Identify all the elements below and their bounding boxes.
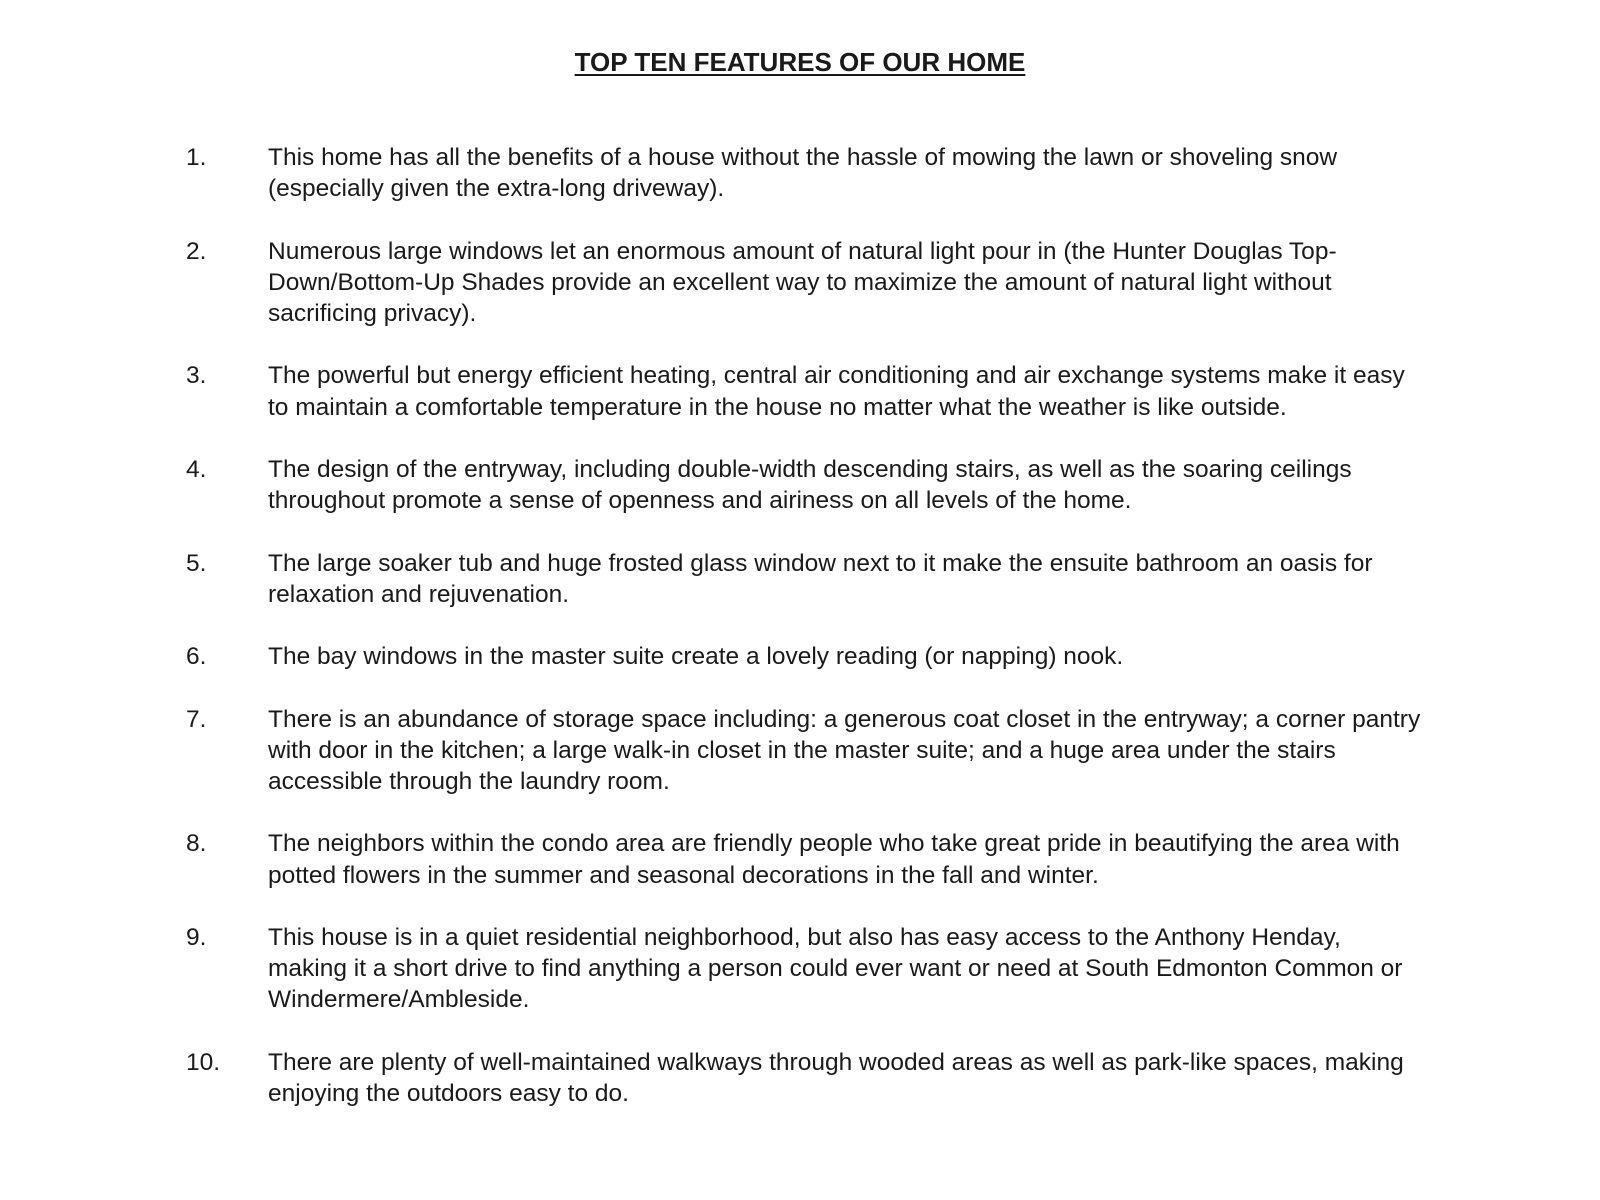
- list-item-number: 5.: [186, 549, 207, 577]
- list-item-number: 8.: [186, 830, 207, 858]
- list-item-text: This house is in a quiet residential neighborhood, but also has easy access to the Anthony Henday, making it a short drive to find anything a person could ever want or need at South Edmonton Common or Windermere/Ambleside.: [268, 923, 1403, 1014]
- list-item: [186, 922, 1426, 1016]
- list-item: [186, 360, 1426, 422]
- list-item-number: 1.: [186, 144, 207, 171]
- list-item: [186, 548, 1426, 610]
- list-item-number: 4.: [186, 455, 207, 483]
- list-item-text: The design of the entryway, including double-width descending stairs, as well as the soaring ceilings throughout promote a sense of openness and airiness on all levels of the home.: [268, 455, 1352, 515]
- list-item-text: Numerous large windows let an enormous amount of natural light pour in (the Hunter Douglas Top-Down/Bottom-Up Shades provide an excellent way to maximize the amount of natural light without sacrificing privacy).: [268, 237, 1337, 327]
- list-item-number: 7.: [186, 705, 207, 733]
- list-item-text: The powerful but energy efficient heating, central air conditioning and air exchange systems make it easy to maintain a comfortable temperature in the house no matter what the weather is like outside.: [268, 362, 1405, 421]
- page-title-text: TOP TEN FEATURES OF OUR HOME: [574, 47, 1026, 77]
- list-item-text: There is an abundance of storage space including: a generous coat closet in the entryway; a corner pantry with door in the kitchen; a large walk-in closet in the master suite; and a huge area under the stairs accessible through the laundry room.: [268, 705, 1421, 795]
- list-item: [186, 142, 1426, 204]
- list-item-text: The large soaker tub and huge frosted glass window next to it make the ensuite bathroom an oasis for relaxation and rejuvenation.: [268, 549, 1373, 608]
- list-item-number: 9.: [186, 923, 207, 951]
- list-item: [186, 454, 1426, 516]
- list-item-number: 6.: [186, 643, 207, 671]
- list-item-number: 2.: [186, 237, 207, 265]
- list-item-number: 3.: [186, 362, 207, 390]
- list-item-number: 10.: [186, 1048, 221, 1076]
- list-item-text: There are plenty of well-maintained walkways through wooded areas as well as park-like spaces, making enjoying the outdoors easy to do.: [268, 1048, 1404, 1107]
- list-item-text: This home has all the benefits of a house without the hassle of mowing the lawn or shoveling snow (especially given the extra-long driveway).: [268, 144, 1338, 203]
- list-item-text: The bay windows in the master suite create a lovely reading (or napping) nook.: [268, 643, 1124, 671]
- feature-list: [186, 142, 1426, 1109]
- list-item: [186, 704, 1426, 798]
- list-item-text: The neighbors within the condo area are friendly people who take great pride in beautifying the area with potted flowers in the summer and seasonal decorations in the fall and winter.: [268, 830, 1400, 889]
- page-title: [0, 46, 1600, 78]
- list-item: [186, 828, 1426, 890]
- list-item: [186, 1047, 1426, 1109]
- list-item: [186, 236, 1426, 330]
- list-item: [186, 641, 1426, 672]
